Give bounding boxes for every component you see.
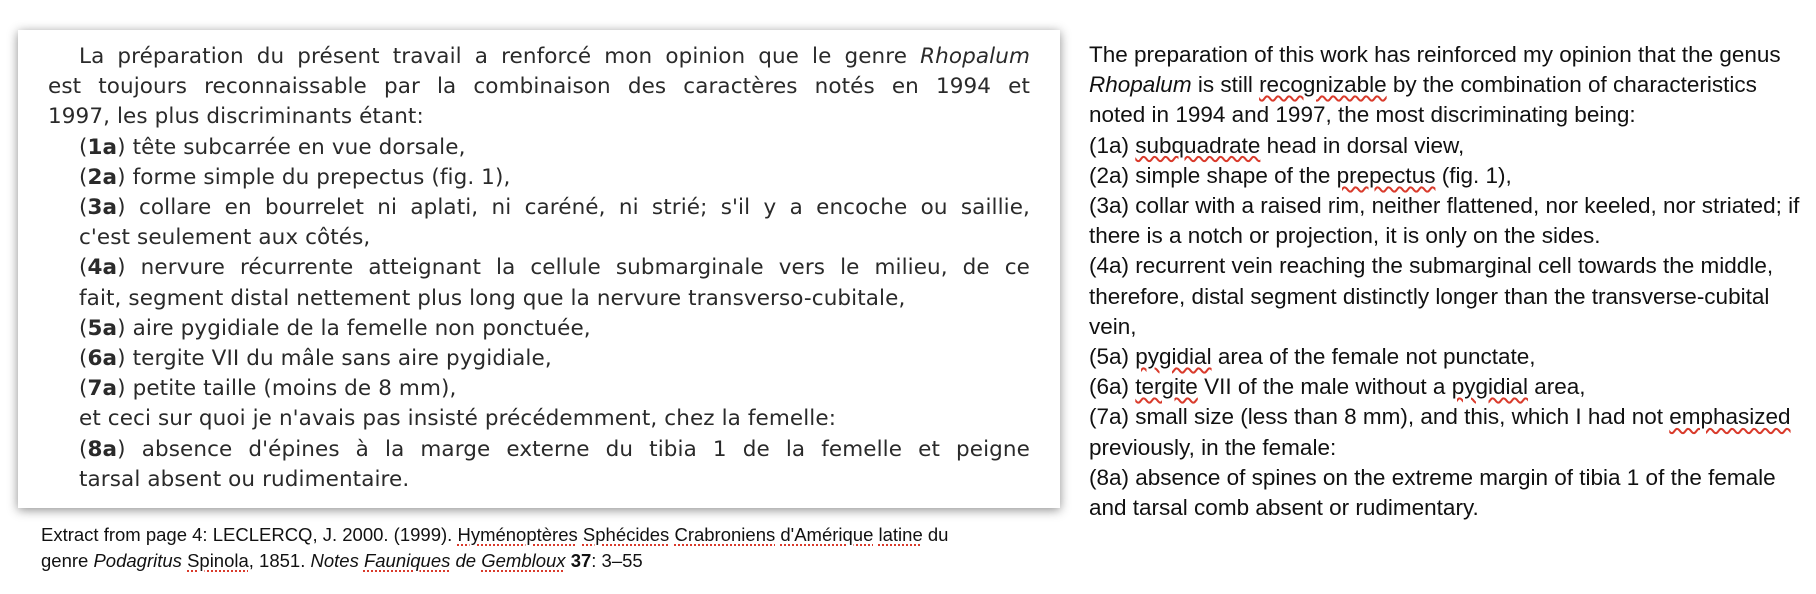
caption-journal: Notes Fauniques de Gembloux [310,550,566,571]
french-item-6a: (6a) tergite VII du mâle sans aire pygidiale, [79,346,552,372]
spellcheck-word: prepectus [1336,162,1436,188]
french-item-8a: (8a) absence d'épines à la marge externe du tibia 1 de la femelle et peigne [79,436,1030,462]
french-item-1a: (1a) tête subcarrée en vue dorsale, [79,134,466,160]
french-item-5a: (5a) aire pygidiale de la femelle non ponctuée, [79,315,591,341]
spellcheck-word: emphasized [1669,404,1791,430]
translation-item-4a: (4a) recurrent vein reaching the submarginal cell towards the middle, therefore, distal segment distinctly longer than the transverse-cubital vein, [1089,253,1774,339]
caption-word-sphecides: Sphécides [582,524,670,545]
french-item-7a: (7a) petite taille (moins de 8 mm), [79,376,457,402]
caption-word-latine: latine [878,524,923,545]
french-item-2a: (2a) forme simple du prepectus (fig. 1), [79,164,511,190]
translation-item-8a: (8a) absence of spines on the extreme margin of tibia 1 of the female and tarsal comb absent or rudimentary. [1089,464,1776,521]
caption-author: Spinola [187,550,249,571]
translation-item-7a: (7a) small size (less than 8 mm), and this, which I had not emphasized previously, in the female: [1089,404,1791,460]
french-item-3a-cont: c'est seulement aux côtés, [79,225,371,251]
spellcheck-word: pygidial [1135,344,1212,370]
spellcheck-word: pygidial [1451,374,1529,400]
english-translation [1089,40,1809,523]
translation-intro: The preparation of this work has reinforced my opinion that the genus Rhopalum is still recognizable by the combination of characteristics noted in 1994 and 1997, the most discriminating being: [1089,42,1781,128]
citation-caption: Extract from page 4: LECLERCQ, J. 2000. (1999). Hyménoptères Sphécides Crabroniens d'Amérique latine du genre Podagritus Spinola, 1851. Notes Fauniques de Gembloux 37: 3–55 [41,524,949,571]
translation-item-5a: (5a) pygidial area of the female not punctate, [1089,344,1536,370]
french-item-8a-cont: tarsal absent ou rudimentaire. [79,466,410,492]
french-item-4a-cont: fait, segment distal nettement plus long que la nervure transverso-cubitale, [79,285,906,311]
caption-word-crabroniens: Crabroniens [674,524,776,545]
caption-word-hymenopteres: Hyménoptères [457,524,578,545]
caption-volume: 37 [570,550,592,571]
translation-item-6a: (6a) tergite VII of the male without a pygidial area, [1089,374,1586,400]
french-intro-line-3: 1997, les plus discriminants étant: [48,104,424,130]
spellcheck-word: subquadrate [1135,132,1261,158]
scanned-french-excerpt [18,30,1060,508]
translation-item-3a: (3a) collar with a raised rim, neither flattened, nor keeled, nor striated; if there is a notch or projection, it is only on the sides. [1089,193,1800,249]
caption-genus: Podagritus [93,550,182,571]
caption-word-damerique: d'Amérique [780,524,874,545]
translation-item-2a: (2a) simple shape of the prepectus (fig. 1), [1089,162,1512,188]
spellcheck-word: tergite [1135,374,1198,400]
french-mid-line: et ceci sur quoi je n'avais pas insisté précédemment, chez la femelle: [79,406,837,432]
french-item-4a: (4a) nervure récurrente atteignant la cellule submarginale vers le milieu, de ce [79,255,1030,281]
french-intro-line-2: est toujours reconnaissable par la combinaison des caractères notés en 1994 et [48,74,1030,100]
translation-item-1a: (1a) subquadrate head in dorsal view, [1089,132,1465,158]
french-genus-name: Rhopalum [920,44,1030,69]
french-item-3a: (3a) collare en bourrelet ni aplati, ni caréné, ni strié; s'il y a encoche ou saillie, [79,195,1030,221]
translation-genus: Rhopalum [1089,72,1192,98]
french-intro-line-1: La préparation du présent travail a renforcé mon opinion que le genre Rhopalum [79,44,1030,69]
spellcheck-word: recognizable [1259,72,1387,98]
